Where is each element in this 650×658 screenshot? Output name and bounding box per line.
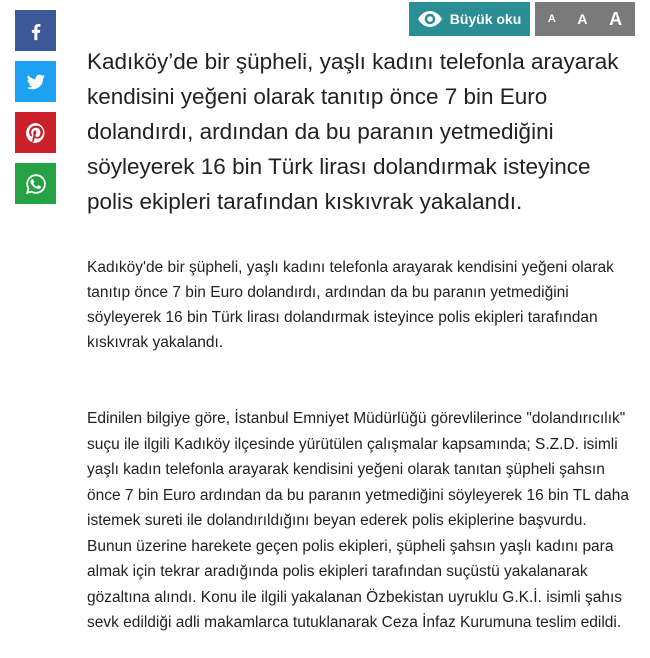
read-aloud-label: Büyük oku xyxy=(449,11,522,27)
article-body: Edinilen bilgiye göre, İstanbul Emniyet Müdürlüğü görevlilerince "dolandırıcılık" suçu ile ilgili Kadıköy ilçesinde yürütülen çalışmalar kapsamında; S.Z.D. isimli yaşlı kadın telefonla arayarak kendisini yeğeni olarak tanıtan şüpheli şahsın önce 7 bin Euro ardından da bu paranın yetmediğini söyleyerek 16 bin TL daha istemek sureti ile dolandırıldığını beyan ederek polis ekiplerine başvurdu. Bunun üzerine harekete geçen polis ekipleri, şüpheli şahsın yaşlı kadını para almak için tekrar aradığında polis ekipleri tarafından suçüstü yakalanarak gözaltına alındı. Konu ile ilgili yakalanan Özbekistan uyruklu G.K.İ. isimli şahıs sevk edildiği adli makamlarca tutuklanarak Ceza İnfaz Kurumuna teslim edildi. xyxy=(87,410,630,631)
font-size-small-button[interactable]: A xyxy=(547,12,556,25)
twitter-icon xyxy=(25,71,47,93)
twitter-share-button[interactable] xyxy=(15,61,56,102)
facebook-icon xyxy=(25,20,47,42)
reading-toolbar xyxy=(409,2,635,36)
share-bar xyxy=(15,10,56,214)
article-summary: Kadıköy'de bir şüpheli, yaşlı kadını telefonla arayarak kendisini yeğeni olarak tanıtıp önce 7 bin Euro dolandırdı, ardından da bu paranın yetmediğini söyleyerek 16 bin Türk lirası dolandırmak isteyince polis ekipleri tarafından kıskıvrak yakalandı. xyxy=(87,259,614,351)
pinterest-share-button[interactable] xyxy=(15,112,56,153)
article-lead: Kadıköy’de bir şüpheli, yaşlı kadını telefonla arayarak kendisini yeğeni olarak tanıtıp önce 7 bin Euro dolandırdı, ardından da bu paranın yetmediğini söyleyerek 16 bin Türk lirası dolandırmak isteyince polis ekipleri tarafından kıskıvrak yakalandı. xyxy=(87,49,619,214)
pinterest-icon xyxy=(24,121,48,145)
facebook-share-button[interactable] xyxy=(15,10,56,51)
font-size-large-button[interactable]: A xyxy=(609,9,623,29)
read-aloud-button[interactable] xyxy=(409,2,530,36)
whatsapp-icon xyxy=(24,172,48,196)
font-size-medium-button[interactable]: A xyxy=(577,11,588,27)
whatsapp-share-button[interactable] xyxy=(15,163,56,204)
font-size-controls xyxy=(535,2,635,36)
eye-icon xyxy=(418,11,442,27)
